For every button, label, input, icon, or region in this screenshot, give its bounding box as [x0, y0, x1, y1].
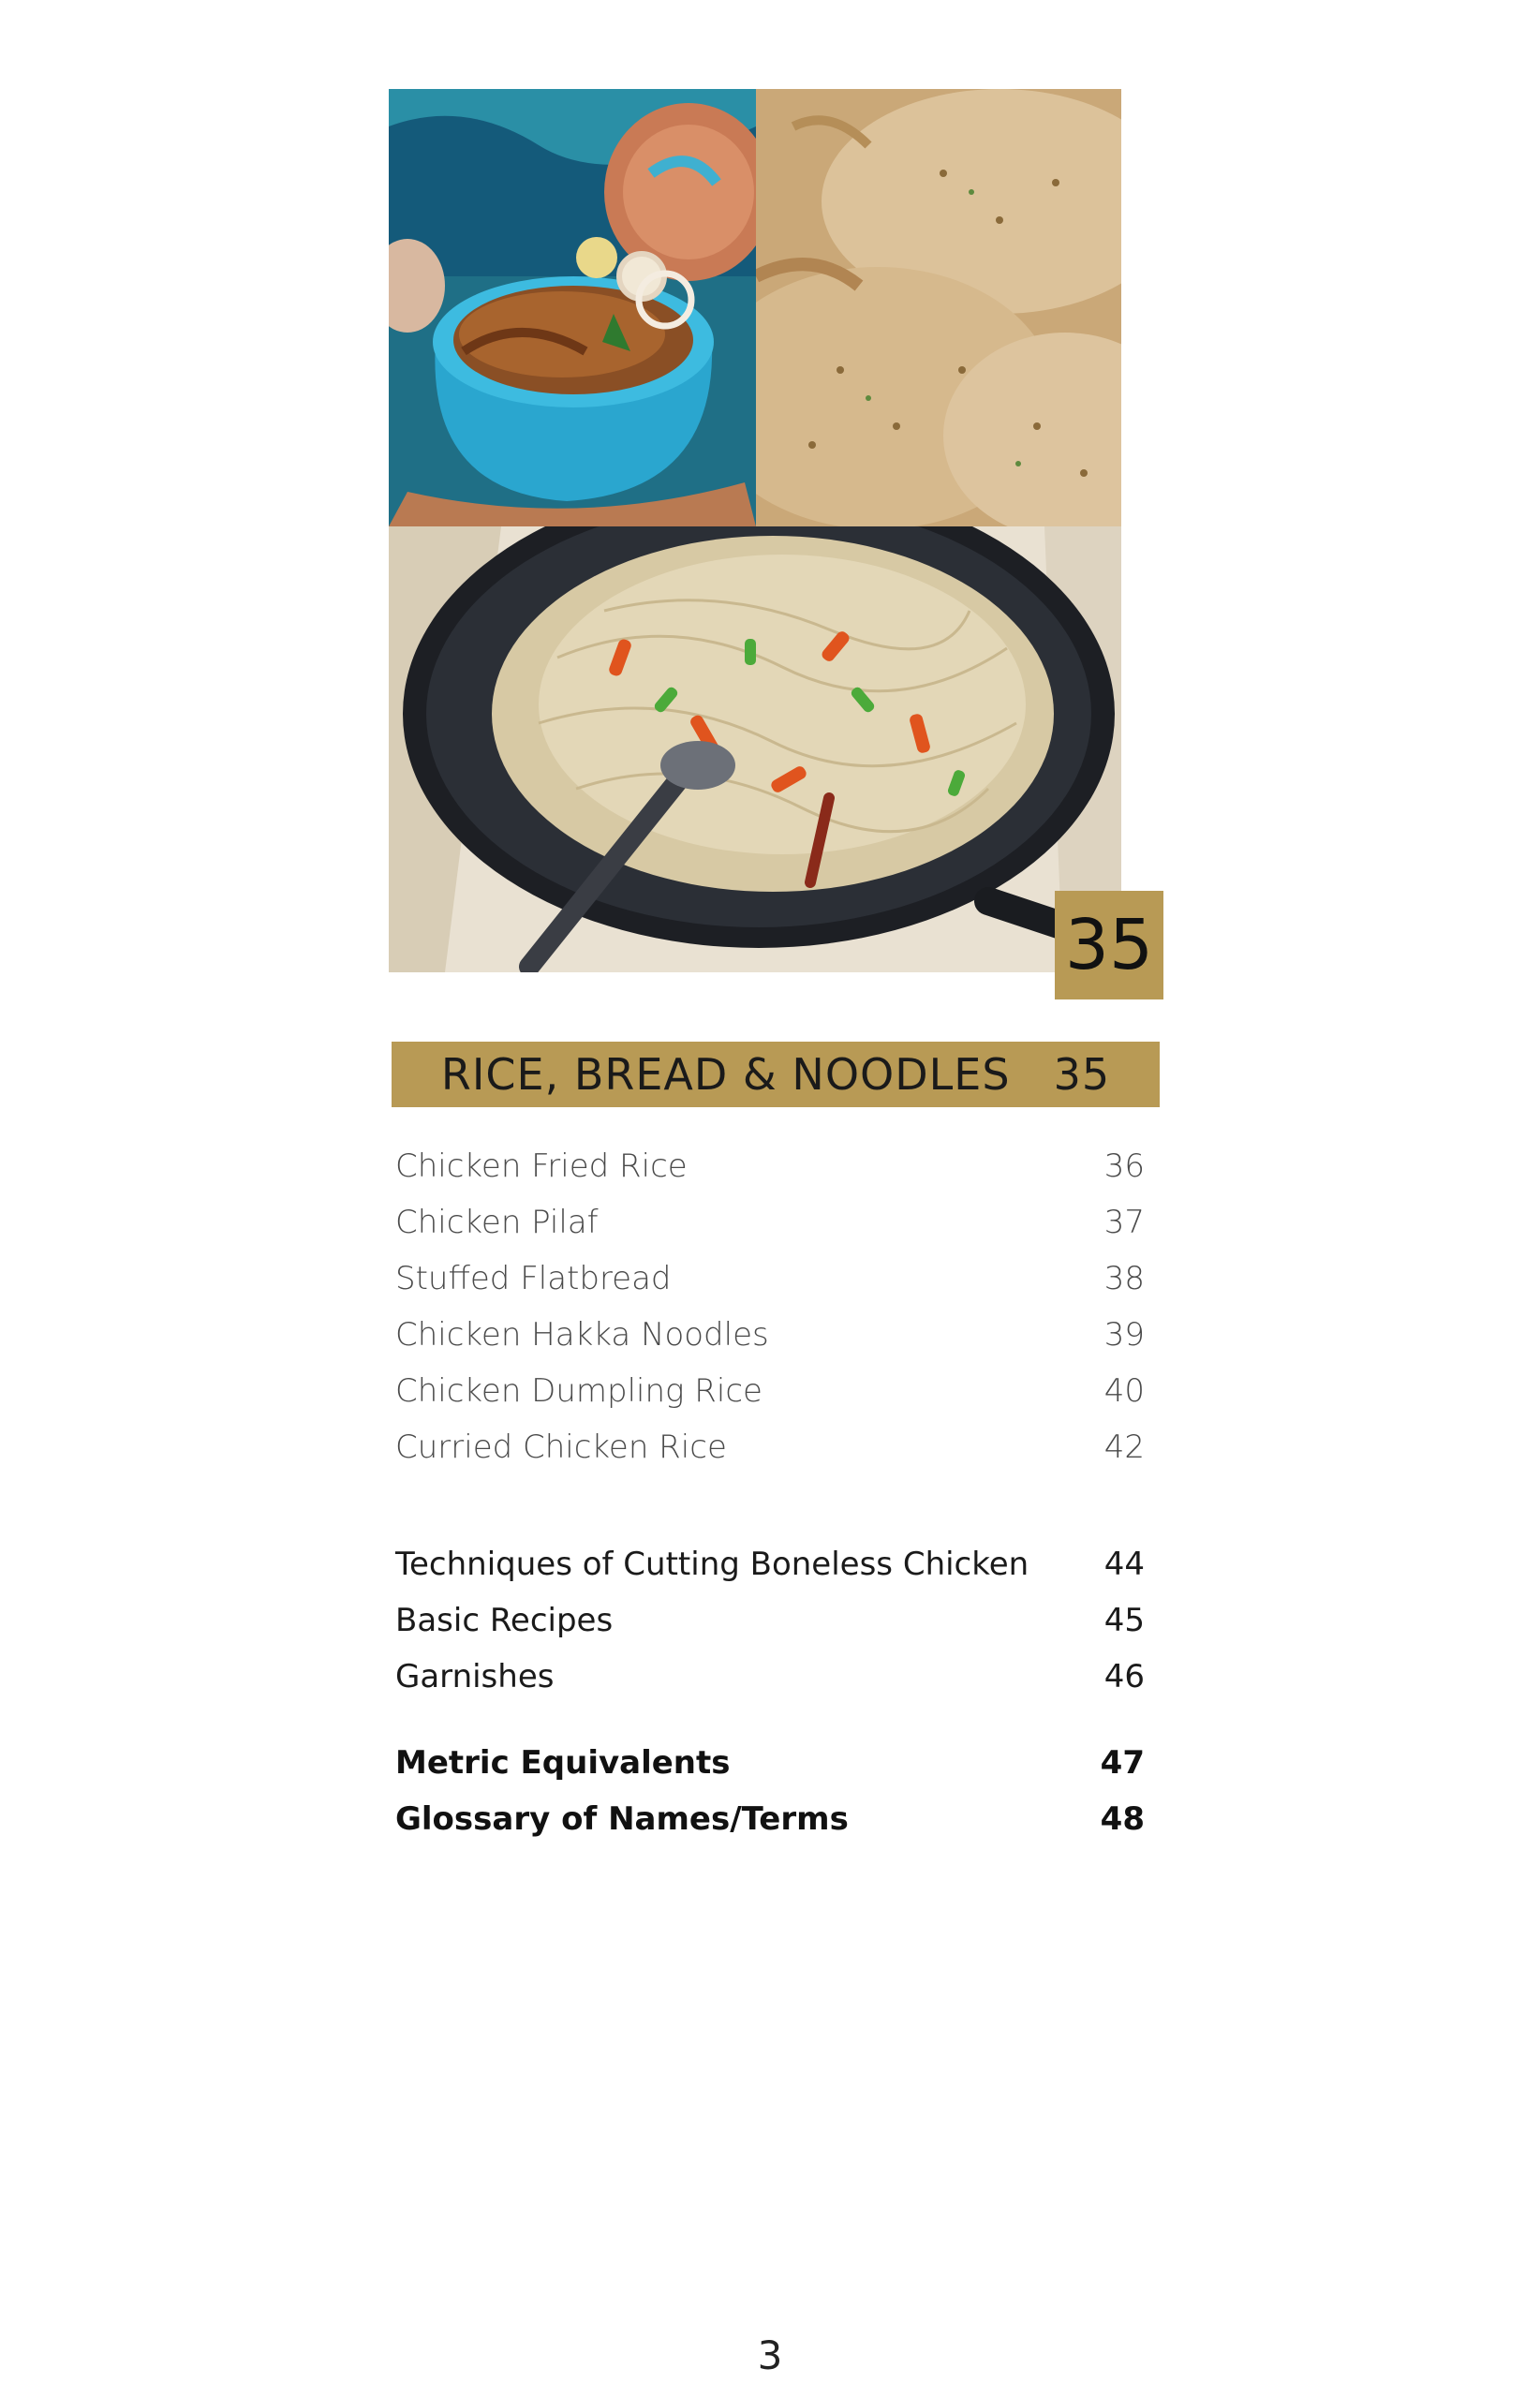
- toc-entry[interactable]: [395, 1658, 1145, 1714]
- extras-list: [395, 1546, 1145, 1714]
- toc-entry[interactable]: [395, 1316, 1145, 1372]
- toc-entry[interactable]: [395, 1147, 1145, 1204]
- toc-entry-page: 46: [1103, 1658, 1145, 1695]
- section-number-badge: 35: [1055, 891, 1163, 999]
- toc-entry-page: 40: [1103, 1372, 1145, 1410]
- toc-entry-page: 48: [1100, 1800, 1145, 1838]
- toc-entry[interactable]: [395, 1744, 1145, 1800]
- toc-entry[interactable]: [395, 1546, 1145, 1602]
- noodles-photo: [389, 526, 1121, 972]
- toc-entry-page: 44: [1103, 1546, 1145, 1583]
- biryani-photo: [389, 89, 756, 526]
- toc-entry-page: 38: [1103, 1260, 1145, 1297]
- toc-entry-title: Stuffed Flatbread: [395, 1260, 672, 1297]
- toc-entry[interactable]: [395, 1800, 1145, 1857]
- toc-entry-title: Metric Equivalents: [395, 1744, 731, 1782]
- recipe-list: [395, 1147, 1145, 1485]
- toc-entry[interactable]: [395, 1428, 1145, 1485]
- toc-entry-page: 39: [1103, 1316, 1145, 1354]
- toc-entry[interactable]: [395, 1204, 1145, 1260]
- photo-collage: [389, 89, 1121, 972]
- appendix-list: [395, 1744, 1145, 1857]
- toc-entry-title: Garnishes: [395, 1658, 555, 1695]
- toc-entry-page: 42: [1103, 1428, 1145, 1466]
- toc-entry-page: 45: [1103, 1602, 1145, 1639]
- toc-entry-title: Curried Chicken Rice: [395, 1428, 727, 1466]
- page-number: 3: [757, 2332, 783, 2378]
- flatbread-photo: [756, 89, 1121, 526]
- toc-entry-page: 37: [1103, 1204, 1145, 1241]
- section-heading: [392, 1042, 1160, 1107]
- toc-entry[interactable]: [395, 1372, 1145, 1428]
- section-title: RICE, BREAD & NOODLES: [440, 1049, 1011, 1100]
- toc-entry[interactable]: [395, 1260, 1145, 1316]
- toc-entry-title: Techniques of Cutting Boneless Chicken: [395, 1546, 1029, 1583]
- toc-entry-title: Basic Recipes: [395, 1602, 614, 1639]
- toc-entry-title: Chicken Hakka Noodles: [395, 1316, 769, 1354]
- toc-entry-page: 36: [1103, 1147, 1145, 1185]
- toc-entry-title: Chicken Pilaf: [395, 1204, 599, 1241]
- toc-entry-title: Chicken Dumpling Rice: [395, 1372, 763, 1410]
- toc-entry-page: 47: [1100, 1744, 1145, 1782]
- section-page: 35: [1053, 1049, 1111, 1100]
- toc-entry-title: Glossary of Names/Terms: [395, 1800, 849, 1838]
- toc-entry-title: Chicken Fried Rice: [395, 1147, 688, 1185]
- toc-entry[interactable]: [395, 1602, 1145, 1658]
